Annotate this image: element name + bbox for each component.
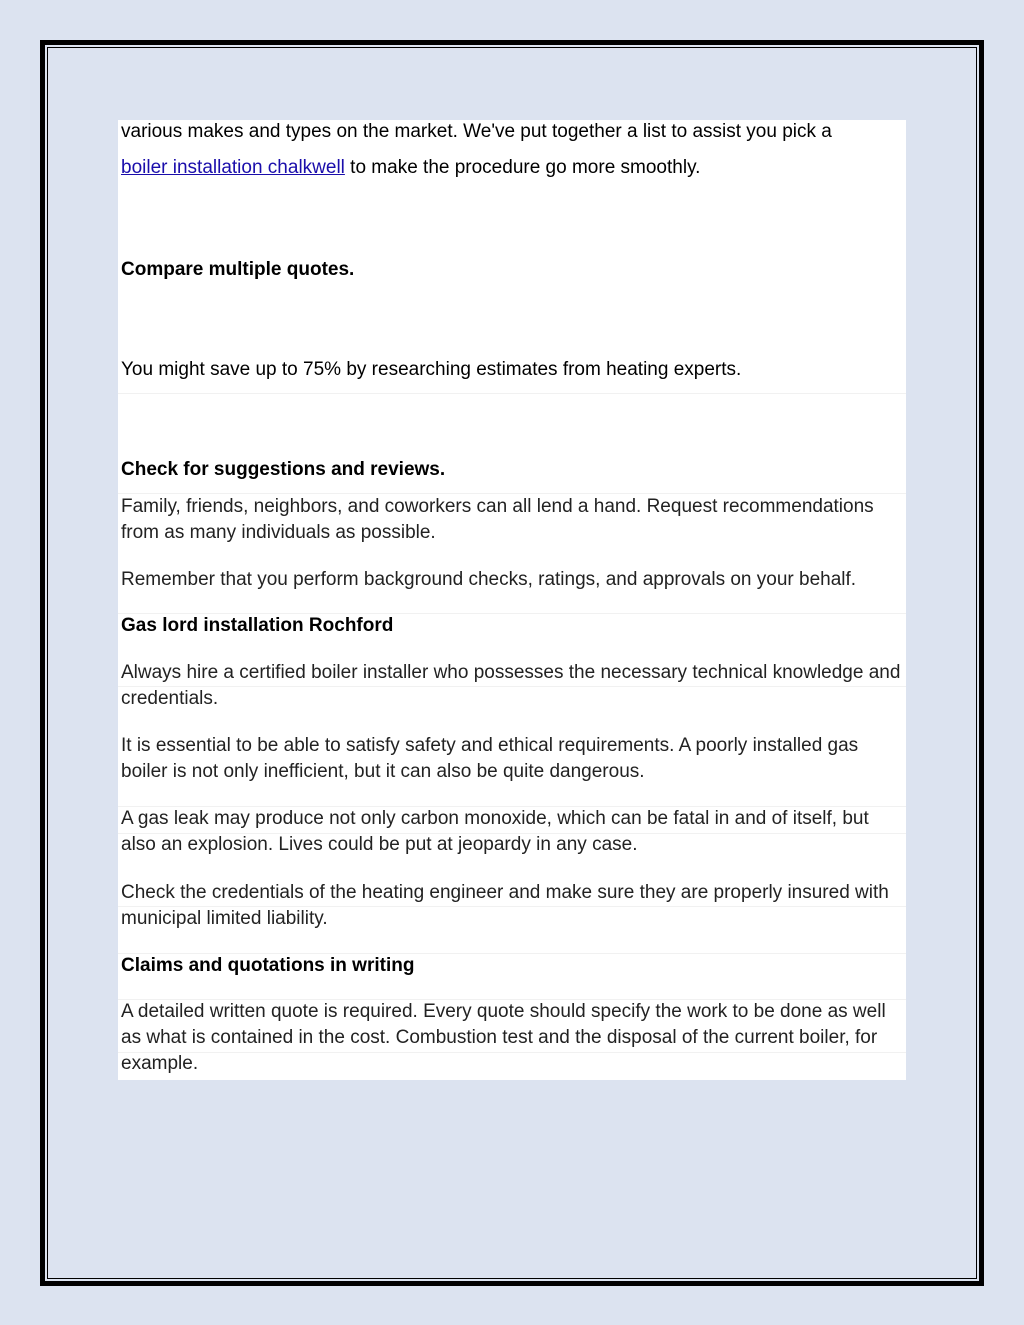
- intro-line-2: [121, 156, 902, 180]
- divider: [118, 833, 906, 834]
- divider: [118, 686, 906, 687]
- paragraph-remember: Remember that you perform background checks, ratings, and approvals on your behalf.: [121, 569, 857, 590]
- paragraph-written-quote: A detailed written quote is required. Every quote should specify the work to be done as well as what is contained in the cost. Combustion test and the disposal of the current boiler, for example.: [121, 1001, 886, 1074]
- paragraph-essential: It is essential to be able to satisfy safety and ethical requirements. A poorly installed gas boiler is not only inefficient, but it can also be quite dangerous.: [121, 735, 859, 782]
- paragraph-credentials: Check the credentials of the heating engineer and make sure they are properly insured with municipal limited liability.: [121, 882, 889, 929]
- paragraph-family: Family, friends, neighbors, and coworkers can all lend a hand. Request recommendations from as many individuals as possible.: [121, 496, 874, 543]
- heading-check-reviews: Check for suggestions and reviews.: [121, 459, 446, 480]
- heading-compare-quotes: Compare multiple quotes.: [121, 259, 355, 280]
- intro-line-1: various makes and types on the market. We've put together a list to assist you pick a: [121, 121, 832, 142]
- divider: [118, 393, 906, 394]
- divider: [118, 953, 906, 954]
- divider: [118, 906, 906, 907]
- intro-line-2-text: to make the procedure go more smoothly.: [344, 157, 701, 178]
- boiler-installation-chalkwell-link[interactable]: boiler installation chalkwell: [121, 157, 345, 178]
- paragraph-save: You might save up to 75% by researching estimates from heating experts.: [121, 359, 742, 380]
- paragraph-gas-leak: A gas leak may produce not only carbon monoxide, which can be fatal in and of itself, but also an explosion. Lives could be put at jeopardy in any case.: [121, 808, 869, 855]
- divider: [118, 1052, 906, 1053]
- heading-gas-lord-installation: Gas lord installation Rochford: [121, 615, 394, 636]
- heading-claims-quotations: Claims and quotations in writing: [121, 955, 415, 976]
- paragraph-hire: Always hire a certified boiler installer who possesses the necessary technical knowledge and credentials.: [121, 662, 901, 709]
- document-content: [118, 120, 906, 1080]
